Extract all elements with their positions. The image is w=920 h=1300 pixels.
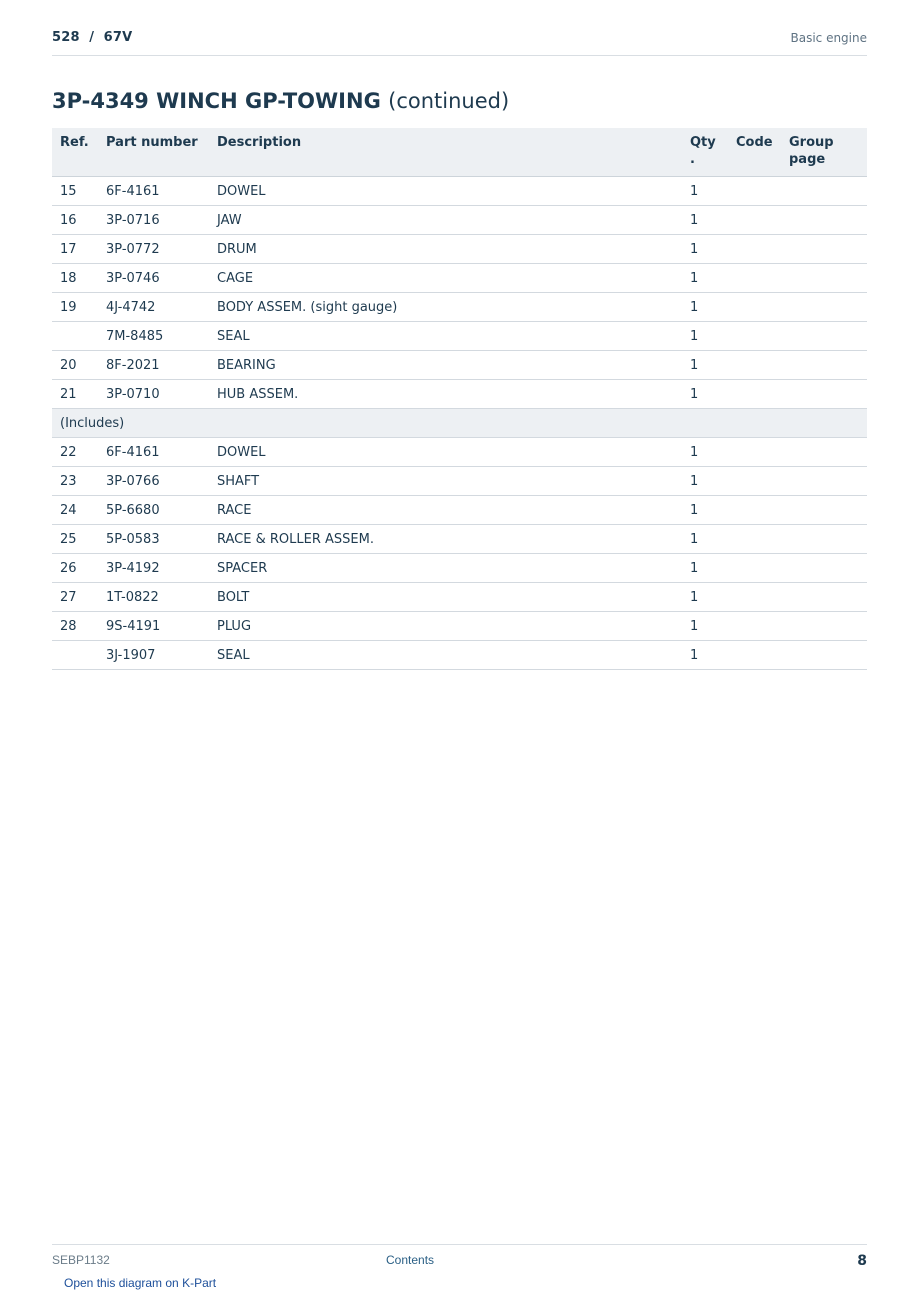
part-number-cell: 8F-2021 [98, 351, 209, 380]
includes-row [52, 409, 867, 438]
ref-cell: 28 [52, 612, 98, 641]
model-label: 528 / 67V [52, 30, 133, 45]
code-cell [728, 235, 781, 264]
section-label: Basic engine [790, 31, 867, 45]
col-header-group-page: Group page [781, 128, 867, 177]
ref-cell [52, 641, 98, 670]
ref-cell: 23 [52, 467, 98, 496]
page-title [52, 89, 509, 113]
contents-link[interactable]: Contents [386, 1253, 435, 1267]
table-row [52, 235, 867, 264]
table-body [52, 177, 867, 670]
part-number-cell: 4J-4742 [98, 293, 209, 322]
description-cell: SHAFT [209, 467, 682, 496]
ref-cell: 27 [52, 583, 98, 612]
description-cell: BOLT [209, 583, 682, 612]
parts-table [52, 128, 867, 670]
part-number-cell: 3P-4192 [98, 554, 209, 583]
table-row [52, 206, 867, 235]
group-page-cell [781, 177, 867, 206]
qty-cell: 1 [682, 322, 728, 351]
ref-cell: 16 [52, 206, 98, 235]
group-page-cell [781, 641, 867, 670]
table-header-row [52, 128, 867, 177]
description-cell: DOWEL [209, 438, 682, 467]
group-page-cell [781, 293, 867, 322]
group-page-cell [781, 322, 867, 351]
part-number-cell: 3P-0746 [98, 264, 209, 293]
ref-cell: 18 [52, 264, 98, 293]
description-cell: CAGE [209, 264, 682, 293]
ref-cell: 26 [52, 554, 98, 583]
qty-cell: 1 [682, 641, 728, 670]
table-row [52, 264, 867, 293]
qty-cell: 1 [682, 351, 728, 380]
part-number-cell: 3J-1907 [98, 641, 209, 670]
group-page-cell [781, 438, 867, 467]
part-number-cell: 5P-0583 [98, 525, 209, 554]
description-cell: SEAL [209, 641, 682, 670]
ref-cell [52, 322, 98, 351]
ref-cell: 25 [52, 525, 98, 554]
code-cell [728, 380, 781, 409]
part-number-cell: 3P-0766 [98, 467, 209, 496]
table-row [52, 322, 867, 351]
code-cell [728, 351, 781, 380]
open-in-kpart-link[interactable]: Open this diagram on K-Part [64, 1276, 217, 1290]
description-cell: DRUM [209, 235, 682, 264]
qty-cell: 1 [682, 612, 728, 641]
part-number-cell: 9S-4191 [98, 612, 209, 641]
description-cell: SEAL [209, 322, 682, 351]
code-cell [728, 293, 781, 322]
code-cell [728, 612, 781, 641]
group-page-cell [781, 496, 867, 525]
ref-cell: 20 [52, 351, 98, 380]
ref-cell: 19 [52, 293, 98, 322]
part-number-cell: 1T-0822 [98, 583, 209, 612]
description-cell: DOWEL [209, 177, 682, 206]
code-cell [728, 496, 781, 525]
page-footer [52, 1244, 867, 1275]
ref-cell: 15 [52, 177, 98, 206]
code-cell [728, 467, 781, 496]
part-number-cell: 7M-8485 [98, 322, 209, 351]
table-row [52, 583, 867, 612]
ref-cell: 24 [52, 496, 98, 525]
title-main: 3P-4349 WINCH GP-TOWING [52, 89, 381, 113]
table-row [52, 612, 867, 641]
col-header-description: Description [209, 128, 682, 177]
table-row [52, 641, 867, 670]
ref-cell: 21 [52, 380, 98, 409]
code-cell [728, 206, 781, 235]
table-row [52, 177, 867, 206]
col-header-part-number: Part number [98, 128, 209, 177]
description-cell: PLUG [209, 612, 682, 641]
code-cell [728, 438, 781, 467]
col-header-qty: Qty . [682, 128, 728, 177]
part-number-cell: 6F-4161 [98, 438, 209, 467]
qty-cell: 1 [682, 380, 728, 409]
table-row [52, 525, 867, 554]
table-row [52, 380, 867, 409]
group-page-cell [781, 351, 867, 380]
col-header-code: Code [728, 128, 781, 177]
includes-note: (Includes) [52, 409, 867, 438]
description-cell: HUB ASSEM. [209, 380, 682, 409]
group-page-cell [781, 612, 867, 641]
title-suffix: (continued) [388, 89, 510, 113]
code-cell [728, 322, 781, 351]
part-number-cell: 3P-0772 [98, 235, 209, 264]
description-cell: RACE & ROLLER ASSEM. [209, 525, 682, 554]
group-page-cell [781, 380, 867, 409]
qty-cell: 1 [682, 206, 728, 235]
qty-cell: 1 [682, 264, 728, 293]
ref-cell: 17 [52, 235, 98, 264]
ref-cell: 22 [52, 438, 98, 467]
part-number-cell: 5P-6680 [98, 496, 209, 525]
group-page-cell [781, 525, 867, 554]
group-page-cell [781, 206, 867, 235]
table-row [52, 554, 867, 583]
qty-cell: 1 [682, 554, 728, 583]
qty-cell: 1 [682, 467, 728, 496]
qty-cell: 1 [682, 583, 728, 612]
code-cell [728, 641, 781, 670]
group-page-cell [781, 467, 867, 496]
code-cell [728, 583, 781, 612]
qty-cell: 1 [682, 496, 728, 525]
part-number-cell: 3P-0716 [98, 206, 209, 235]
page-number: 8 [857, 1253, 867, 1269]
group-page-cell [781, 583, 867, 612]
qty-cell: 1 [682, 177, 728, 206]
description-cell: JAW [209, 206, 682, 235]
table-row [52, 496, 867, 525]
document-id: SEBP1132 [52, 1253, 110, 1267]
code-cell [728, 177, 781, 206]
table-row [52, 467, 867, 496]
table-row [52, 351, 867, 380]
group-page-cell [781, 554, 867, 583]
table-row [52, 438, 867, 467]
group-page-cell [781, 264, 867, 293]
group-page-cell [781, 235, 867, 264]
code-cell [728, 264, 781, 293]
table-row [52, 293, 867, 322]
qty-cell: 1 [682, 438, 728, 467]
description-cell: SPACER [209, 554, 682, 583]
description-cell: BODY ASSEM. (sight gauge) [209, 293, 682, 322]
code-cell [728, 554, 781, 583]
description-cell: BEARING [209, 351, 682, 380]
col-header-ref: Ref. [52, 128, 98, 177]
part-number-cell: 3P-0710 [98, 380, 209, 409]
code-cell [728, 525, 781, 554]
qty-cell: 1 [682, 293, 728, 322]
part-number-cell: 6F-4161 [98, 177, 209, 206]
page-header [52, 28, 867, 56]
qty-cell: 1 [682, 235, 728, 264]
qty-cell: 1 [682, 525, 728, 554]
description-cell: RACE [209, 496, 682, 525]
